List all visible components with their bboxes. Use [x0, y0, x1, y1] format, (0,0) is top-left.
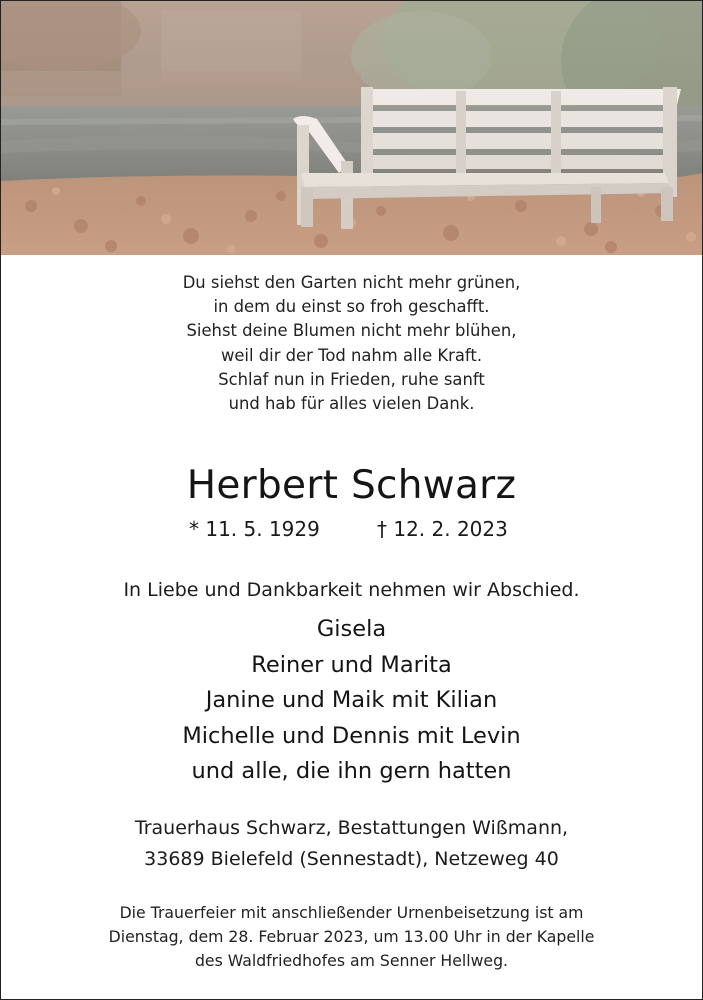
mourner: Reiner und Marita — [251, 651, 452, 678]
poem-line: und hab für alles vielen Dank. — [228, 394, 475, 414]
poem-line: Siehst deine Blumen nicht mehr blühen, — [186, 321, 517, 341]
poem — [1, 271, 702, 416]
funeral-home-street: 33689 Bielefeld (Sennestadt), Netzeweg 40 — [144, 847, 559, 870]
mourner: Gisela — [316, 616, 387, 642]
birth-date: * 11. 5. 1929 — [189, 517, 320, 541]
poem-line: weil dir der Tod nahm alle Kraft. — [220, 345, 483, 365]
farewell-text: In Liebe und Dankbarkeit nehmen wir Abschied. — [123, 579, 580, 601]
death-date: † 12. 2. 2023 — [377, 517, 508, 541]
mourner: Michelle und Dennis mit Levin — [182, 722, 521, 749]
ceremony-notice — [1, 901, 702, 972]
mourner: Janine und Maik mit Kilian — [205, 687, 498, 714]
ceremony-line: Die Trauerfeier mit anschließender Urnenbeisetzung ist am — [119, 903, 584, 922]
ceremony-line: Dienstag, dem 28. Februar 2023, um 13.00 Uhr in der Kapelle — [108, 926, 595, 946]
poem-line: Schlaf nun in Frieden, ruhe sanft — [218, 369, 485, 389]
poem-line: in dem du einst so froh geschafft. — [213, 297, 490, 317]
deceased-name: Herbert Schwarz — [186, 463, 517, 508]
mourners-list — [1, 612, 702, 790]
funeral-home-address — [1, 813, 702, 874]
ceremony-line: des Waldfriedhofes am Senner Hellweg. — [194, 950, 509, 970]
funeral-home-name: Trauerhaus Schwarz, Bestattungen Wißmann, — [134, 817, 569, 839]
mourner: und alle, die ihn gern hatten — [191, 758, 512, 785]
header-photo-bench — [1, 1, 702, 255]
poem-line: Du siehst den Garten nicht mehr grünen, — [182, 273, 521, 292]
